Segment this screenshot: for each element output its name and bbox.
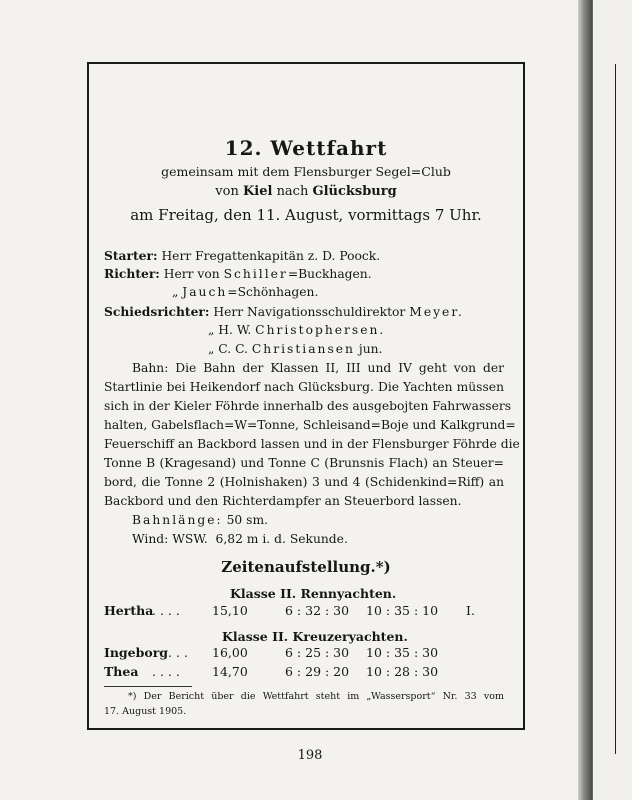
race-date: am Freitag, den 11. August, vormittags 7 Uhr. [130, 206, 482, 224]
section-title: Zeitenaufstellung.*) [221, 558, 391, 576]
race-title: 12. Wettfahrt [224, 136, 388, 160]
route-to: Glücksburg [312, 184, 397, 199]
cell-finish-time: 10 : 35 : 10 [366, 603, 439, 618]
bahnlaenge-label: Bahnlänge: [132, 513, 223, 527]
bahnlaenge-line [132, 513, 268, 527]
starter-line [104, 248, 380, 263]
book-spine [578, 0, 592, 800]
bahn-line-2: Startlinie bei Heikendorf nach Glücksburg. Die Yachten müssen [104, 380, 504, 394]
table-row [0, 645, 578, 663]
cell-start-time: 6 : 32 : 30 [285, 603, 350, 618]
bahn-line-3: sich in der Kieler Föhrde innerhalb des ausgebojten Fahrwassers [104, 399, 512, 413]
yacht-name: Ingeborg [104, 645, 169, 660]
schied3-name: Christiansen [251, 342, 355, 356]
richter-label: Richter: [104, 266, 160, 281]
klasse-heading-renn: Klasse II. Rennyachten. [230, 586, 397, 601]
wind-label: Wind: [132, 532, 169, 546]
row-dots: . . . . [152, 603, 180, 618]
richter2-name: Jauch [182, 285, 228, 299]
yacht-name: Hertha [104, 603, 154, 618]
bahn-line-4: halten, Gabelsflach=W=Tonne, Schleisand=Boje und Kalkgrund= [104, 418, 516, 432]
footnote-rule [104, 686, 192, 687]
schied3-line [208, 342, 382, 356]
bahn-line-1: Bahn: Die Bahn der Klassen II, III und IV geht von der [132, 361, 504, 375]
schied3-text: C. C. [218, 342, 248, 356]
wind-value: WSW. [172, 532, 208, 546]
wind-line [132, 532, 348, 546]
row-dots: . . . [168, 645, 188, 660]
richter-text: Herr von [163, 267, 220, 281]
race-subtitle: gemeinsam mit dem Flensburger Segel=Club [161, 164, 451, 179]
schiedsrichter-line [104, 304, 464, 319]
facing-page-frame [615, 64, 616, 754]
starter-label: Starter: [104, 248, 158, 263]
footnote-line-1: *) Der Bericht über die Wettfahrt steht im „Wassersport“ Nr. 33 vom [128, 691, 504, 702]
schied2-prefix: „ [208, 323, 215, 337]
schiedsrichter-name: Meyer. [409, 305, 464, 319]
footnote-line-2: 17. August 1905. [104, 706, 187, 717]
table-row [0, 603, 578, 621]
schied2-line [208, 323, 385, 337]
schiedsrichter-text: Herr Navigationsschuldirektor [213, 305, 406, 319]
cell-finish-time: 10 : 28 : 30 [366, 664, 439, 679]
facing-page [592, 0, 632, 800]
bahnlaenge-value: 50 sm. [226, 513, 269, 527]
route-from: Kiel [242, 184, 273, 199]
klasse-heading-kreuzer: Klasse II. Kreuzeryachten. [222, 629, 408, 644]
row-dots: . . . . [152, 664, 180, 679]
bahn-line-5: Feuerschiff an Backbord lassen und in der Flensburger Föhrde die [104, 437, 520, 451]
schied2-name: Christophersen. [255, 323, 386, 337]
page-number: 198 [297, 748, 323, 763]
richter-name: Schiller [223, 267, 288, 281]
schiedsrichter-label: Schiedsrichter: [104, 304, 210, 319]
starter-text: Herr Fregattenkapitän z. D. Poock. [161, 249, 381, 263]
cell-start-time: 6 : 29 : 20 [285, 664, 350, 679]
cell-finish-time: 10 : 35 : 30 [366, 645, 439, 660]
cell-rating: 16,00 [212, 645, 248, 660]
bahn-line-8: Backbord und den Richterdampfer an Steuerbord lassen. [104, 494, 462, 508]
bahn-line-7: bord, die Tonne 2 (Holnishaken) 3 und 4 (Schidenkind=Riff) an [104, 475, 504, 489]
cell-place: I. [466, 603, 475, 618]
richter-rest: =Buckhagen. [287, 267, 372, 281]
cell-start-time: 6 : 25 : 30 [285, 645, 350, 660]
cell-rating: 15,10 [212, 603, 248, 618]
richter-line [104, 266, 372, 281]
schied3-prefix: „ [208, 342, 215, 356]
yacht-name: Thea [104, 664, 139, 679]
wind-speed: 6,82 m i. d. Sekunde. [215, 532, 348, 546]
schied2-text: H. W. [218, 323, 252, 337]
bahn-line-6: Tonne B (Kragesand) und Tonne C (Brunsnis Flach) an Steuer= [104, 456, 504, 470]
richter2-rest: =Schönhagen. [227, 285, 319, 299]
route-nach: nach [276, 184, 309, 199]
richter2-line [172, 285, 318, 299]
route-von: von [215, 184, 239, 199]
cell-rating: 14,70 [212, 664, 248, 679]
race-route [87, 184, 525, 199]
schied3-rest: jun. [358, 342, 383, 356]
table-row [0, 664, 578, 682]
richter2-prefix: „ [172, 285, 179, 299]
